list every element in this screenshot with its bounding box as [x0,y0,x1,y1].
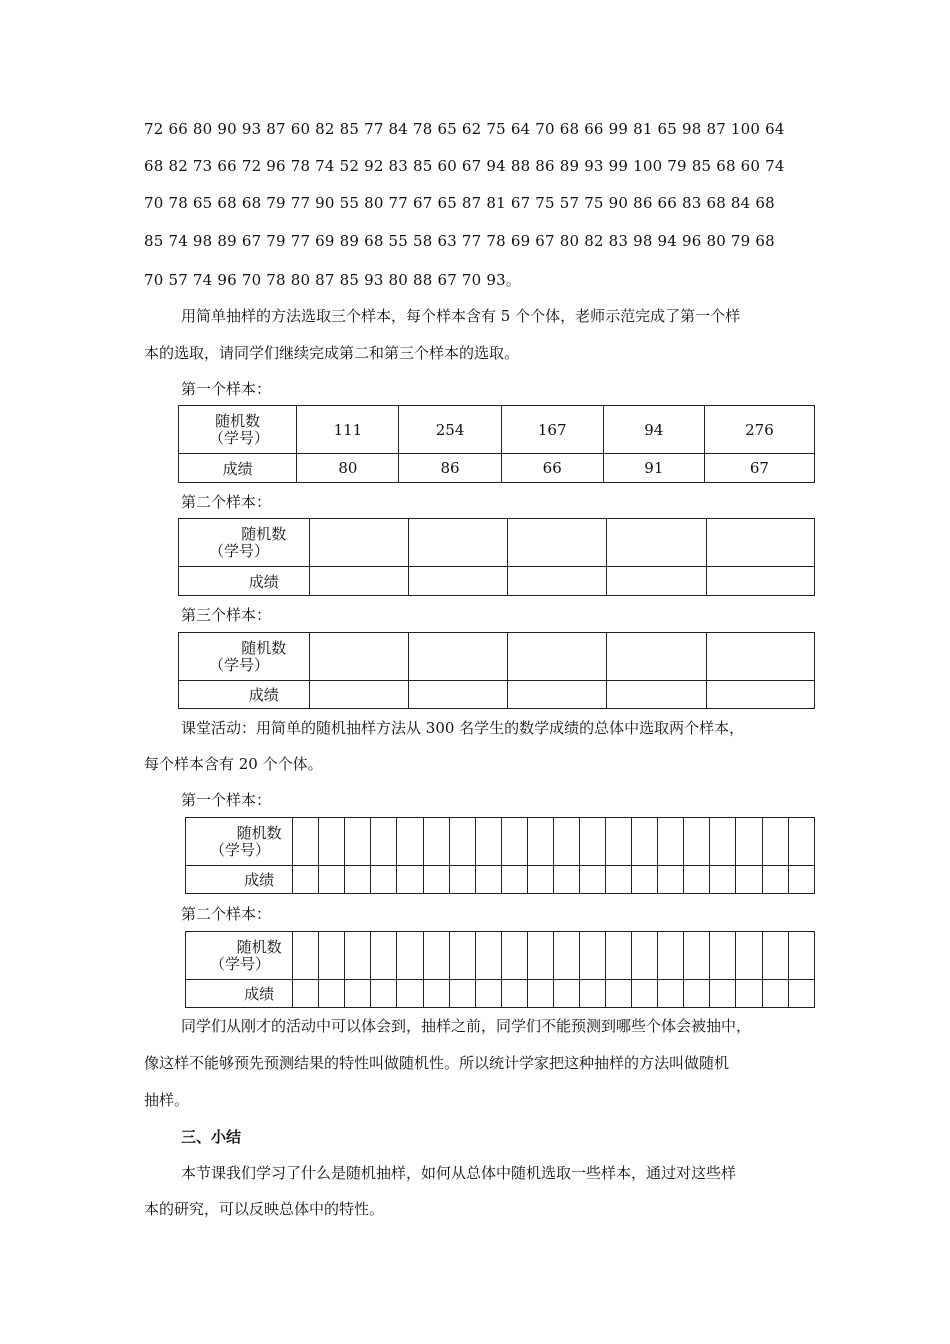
activity-table-2 [185,931,815,1008]
score-cell[interactable] [684,866,710,894]
random-number-cell: 111 [297,406,399,454]
header-score: 成绩 [186,980,293,1008]
random-number-cell[interactable] [710,932,736,980]
activity-table-1 [185,817,815,894]
score-cell[interactable] [706,681,814,709]
random-number-cell[interactable] [397,818,423,866]
score-cell[interactable] [408,681,507,709]
score-cell[interactable] [788,866,814,894]
score-cell[interactable] [788,980,814,1008]
score-cell[interactable] [607,681,706,709]
header-random-number: 随机数 （学号） [179,633,310,681]
score-cell[interactable] [293,866,319,894]
random-number-cell[interactable] [508,633,607,681]
activity-line-1: 课堂活动：用简单的随机抽样方法从 300 名学生的数学成绩的总体中选取两个样本， [181,719,745,737]
score-cell[interactable] [508,681,607,709]
random-number-cell[interactable] [475,932,501,980]
header-score: 成绩 [179,567,310,596]
activity-sample-1-label: 第一个样本： [181,791,272,809]
random-number-cell[interactable] [788,932,814,980]
summary-line-1: 本节课我们学习了什么是随机抽样，如何从总体中随机选取一些样本，通过对这些样 [181,1164,737,1182]
score-cell[interactable] [449,866,475,894]
random-number-cell[interactable] [606,932,632,980]
conclusion-line-1: 同学们从刚才的活动中可以体会到，抽样之前，同学们不能预测到哪些个体会被抽中， [181,1017,752,1035]
score-cell[interactable] [371,866,397,894]
random-number-cell: 167 [501,406,603,454]
random-number-cell[interactable] [293,932,319,980]
score-cell[interactable] [632,866,658,894]
score-cell[interactable] [293,980,319,1008]
random-number-cell[interactable] [553,818,579,866]
random-number-cell[interactable] [632,932,658,980]
score-cell: 66 [501,454,603,483]
score-cell[interactable] [397,866,423,894]
random-number-cell[interactable] [397,932,423,980]
score-cell[interactable] [309,567,408,596]
score-cell[interactable] [736,980,762,1008]
header-random-number: 随机数 （学号） [179,406,297,454]
instruction-line-2: 本的选取，请同学们继续完成第二和第三个样本的选取。 [144,344,520,362]
score-cell[interactable] [658,866,684,894]
random-number-cell[interactable] [788,818,814,866]
random-number-cell[interactable] [501,932,527,980]
random-number-cell[interactable] [371,932,397,980]
summary-heading: 三、小结 [181,1128,242,1146]
score-cell[interactable] [449,980,475,1008]
random-number-cell[interactable] [475,818,501,866]
score-cell: 67 [704,454,814,483]
score-cell[interactable] [371,980,397,1008]
random-number-cell[interactable] [508,519,607,567]
data-line-1: 72 66 80 90 93 87 60 82 85 77 84 78 65 62 75 64 70 68 66 99 81 65 98 87 100 64 [144,120,785,138]
random-number-cell[interactable] [319,818,345,866]
score-cell: 86 [399,454,501,483]
header-score: 成绩 [179,454,297,483]
score-cell[interactable] [580,866,606,894]
random-number-cell[interactable] [501,818,527,866]
data-line-4: 85 74 98 89 67 79 77 69 89 68 55 58 63 77 78 69 67 80 82 83 98 94 96 80 79 68 [144,232,775,250]
conclusion-line-3: 抽样。 [144,1091,190,1109]
sample-3-label: 第三个样本： [181,606,272,624]
random-number-cell[interactable] [736,932,762,980]
random-number-cell[interactable] [684,932,710,980]
score-cell[interactable] [710,866,736,894]
conclusion-line-2: 像这样不能够预先预测结果的特性叫做随机性。所以统计学家把这种抽样的方法叫做随机 [144,1054,730,1072]
sample-table-2 [178,518,815,596]
random-number-cell[interactable] [658,818,684,866]
random-number-cell[interactable] [632,818,658,866]
random-number-cell[interactable] [706,633,814,681]
score-cell: 91 [603,454,704,483]
random-number-cell[interactable] [371,818,397,866]
score-cell[interactable] [684,980,710,1008]
random-number-cell[interactable] [580,932,606,980]
random-number-cell: 94 [603,406,704,454]
score-cell[interactable] [762,980,788,1008]
random-number-cell[interactable] [309,519,408,567]
score-cell[interactable] [408,567,507,596]
score-cell[interactable] [632,980,658,1008]
random-number-cell[interactable] [706,519,814,567]
random-number-cell[interactable] [553,932,579,980]
random-number-cell[interactable] [449,932,475,980]
random-number-cell: 276 [704,406,814,454]
random-number-cell[interactable] [423,932,449,980]
random-number-cell[interactable] [607,633,706,681]
header-random-number: 随机数 （学号） [186,818,293,866]
score-cell[interactable] [423,980,449,1008]
summary-line-2: 本的研究，可以反映总体中的特性。 [144,1200,385,1218]
sample-2-label: 第二个样本： [181,493,272,511]
random-number-cell[interactable] [762,932,788,980]
score-cell[interactable] [527,866,553,894]
random-number-cell[interactable] [607,519,706,567]
activity-line-2: 每个样本含有 20 个个体。 [144,755,323,773]
random-number-cell[interactable] [658,932,684,980]
score-cell[interactable] [710,980,736,1008]
score-cell[interactable] [423,866,449,894]
score-cell[interactable] [508,567,607,596]
random-number-cell: 254 [399,406,501,454]
score-cell[interactable] [309,681,408,709]
header-score: 成绩 [186,866,293,894]
header-random-number: 随机数 （学号） [179,519,310,567]
score-cell[interactable] [319,866,345,894]
random-number-cell[interactable] [527,932,553,980]
sample-table-1 [178,405,815,483]
score-cell[interactable] [606,866,632,894]
sample-1-label: 第一个样本： [181,380,272,398]
random-number-cell[interactable] [449,818,475,866]
score-cell[interactable] [607,567,706,596]
random-number-cell[interactable] [684,818,710,866]
score-cell[interactable] [580,980,606,1008]
score-cell[interactable] [736,866,762,894]
random-number-cell[interactable] [319,932,345,980]
score-cell[interactable] [658,980,684,1008]
score-cell[interactable] [553,980,579,1008]
data-line-5: 70 57 74 96 70 78 80 87 85 93 80 88 67 70 93。 [144,271,522,289]
sample-table-3 [178,632,815,709]
random-number-cell[interactable] [345,932,371,980]
score-cell[interactable] [553,866,579,894]
header-score: 成绩 [179,681,310,709]
random-number-cell[interactable] [293,818,319,866]
score-cell[interactable] [345,980,371,1008]
score-cell[interactable] [345,866,371,894]
random-number-cell[interactable] [345,818,371,866]
random-number-cell[interactable] [408,519,507,567]
random-number-cell[interactable] [762,818,788,866]
header-random-number: 随机数 （学号） [186,932,293,980]
random-number-cell[interactable] [710,818,736,866]
random-number-cell[interactable] [423,818,449,866]
random-number-cell[interactable] [736,818,762,866]
score-cell: 80 [297,454,399,483]
score-cell[interactable] [527,980,553,1008]
score-cell[interactable] [475,866,501,894]
random-number-cell[interactable] [309,633,408,681]
score-cell[interactable] [397,980,423,1008]
activity-sample-2-label: 第二个样本： [181,905,272,923]
score-cell[interactable] [319,980,345,1008]
random-number-cell[interactable] [606,818,632,866]
score-cell[interactable] [762,866,788,894]
random-number-cell[interactable] [408,633,507,681]
data-line-3: 70 78 65 68 68 79 77 90 55 80 77 67 65 87 81 67 75 57 75 90 86 66 83 68 84 68 [144,194,775,212]
random-number-cell[interactable] [580,818,606,866]
score-cell[interactable] [501,866,527,894]
score-cell[interactable] [501,980,527,1008]
random-number-cell[interactable] [527,818,553,866]
score-cell[interactable] [706,567,814,596]
score-cell[interactable] [475,980,501,1008]
instruction-line-1: 用简单抽样的方法选取三个样本，每个样本含有 5 个个体，老师示范完成了第一个样 [181,307,741,325]
score-cell[interactable] [606,980,632,1008]
data-line-2: 68 82 73 66 72 96 78 74 52 92 83 85 60 67 94 88 86 89 93 99 100 79 85 68 60 74 [144,157,785,175]
